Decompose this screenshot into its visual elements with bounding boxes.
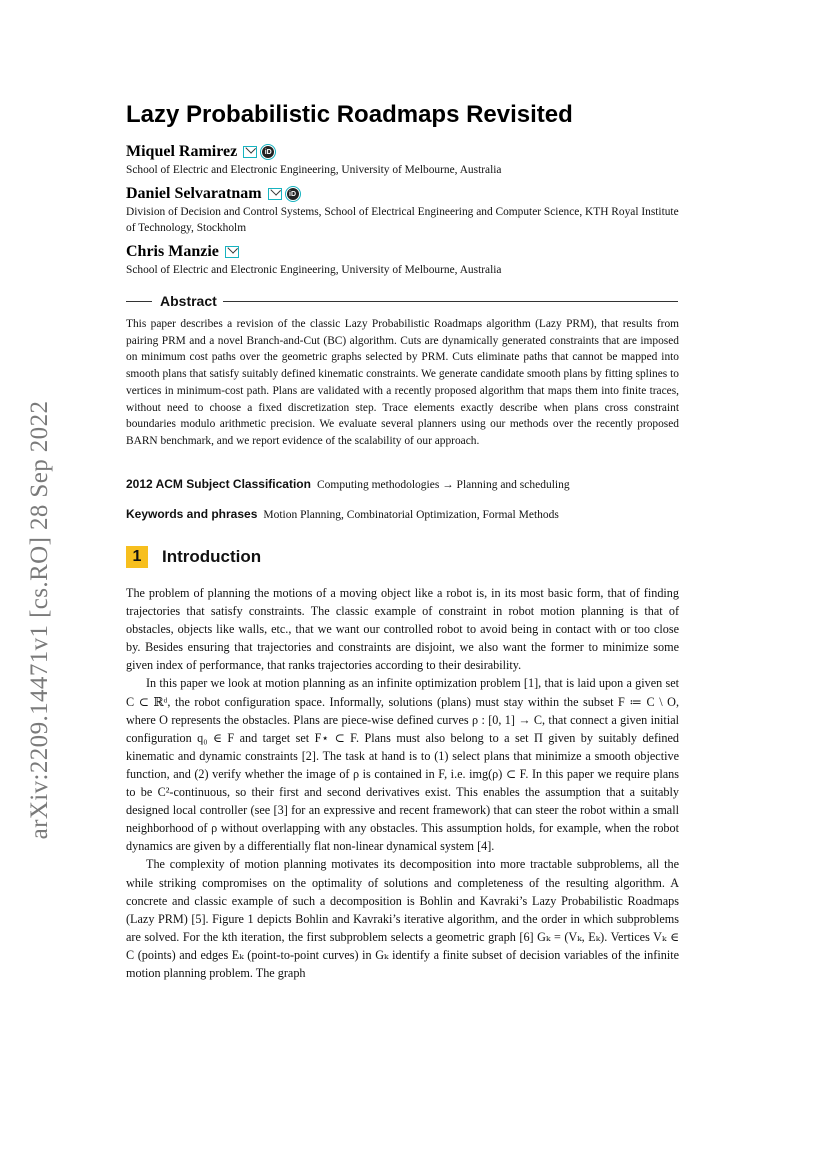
- author-affiliation: Division of Decision and Control Systems, School of Electrical Engineering and Computer Science, KTH Royal Institute of Technology, Stockholm: [126, 206, 679, 234]
- email-icon[interactable]: [243, 146, 257, 158]
- paragraph: The problem of planning the motions of a moving object like a robot is, in its most basic form, that of finding trajectories that satisfy constraints. The classic example of constraint in robot motion planning is that of obstacles, objects like walls, etc., that we want our controlled robot to avoid being in contact with or too close by. Besides ensuring that trajectories and constraints are disjoint, we also want the former to minimize some given index of performance, that ranks trajectories according to their desirability.: [126, 586, 679, 673]
- acm-label: 2012 ACM Subject Classification: [126, 477, 311, 491]
- keywords: [126, 507, 559, 521]
- keywords-label: Keywords and phrases: [126, 507, 258, 521]
- abstract-heading: [126, 292, 678, 310]
- section-heading: [126, 546, 261, 568]
- paragraph: The complexity of motion planning motivates its decomposition into more tractable subproblems, all the while striking compromises on the optimality of solutions and completeness of the resulting algorithm. A concrete and classic example of such a decomposition is Bohlin and Kavraki’s Lazy Probabilistic Roadmaps (Lazy PRM) [5]. Figure 1 depicts Bohlin and Kavraki’s iterative algorithm, and the order in which subproblems are solved. For the kth iteration, the first subproblem selects a geometric graph [6] Gₖ = (Vₖ, Eₖ). Vertices Vₖ ∈ C (points) and edges Eₖ (point-to-point curves) in Gₖ identify a finite subset of decision variables of the infinite motion planning problem. The graph: [126, 857, 679, 980]
- arxiv-side-label: arXiv:2209.14471v1 [cs.RO] 28 Sep 2022: [26, 400, 53, 840]
- author-name: Chris Manzie: [126, 243, 239, 261]
- paper-title: Lazy Probabilistic Roadmaps Revisited: [126, 101, 573, 128]
- keywords-value: Motion Planning, Combinatorial Optimization, Formal Methods: [263, 509, 559, 521]
- author-affiliation: School of Electric and Electronic Engineering, University of Melbourne, Australia: [126, 164, 502, 176]
- abstract-heading-label: Abstract: [160, 293, 217, 309]
- author-affiliation: School of Electric and Electronic Engineering, University of Melbourne, Australia: [126, 264, 502, 276]
- orcid-icon[interactable]: iD: [262, 146, 274, 158]
- email-icon[interactable]: [225, 246, 239, 258]
- body-text: [126, 584, 679, 982]
- divider: [126, 301, 152, 302]
- orcid-icon[interactable]: iD: [287, 188, 299, 200]
- section-number: 1: [126, 546, 148, 568]
- abstract-text: This paper describes a revision of the classic Lazy Probabilistic Roadmaps algorithm (Lazy PRM), that results from pairing PRM and a novel Branch-and-Cut (BC) algorithm. Cuts are dynamically generated constraints that are imposed on minimum cost paths over the geometric graphs selected by PRM. Cuts eliminate paths that cannot be mapped into smooth plans that satisfy suitably defined kinematic constraints. We generate candidate smooth plans by fitting splines to vertices in minimum-cost path. Plans are validated with a recently proposed algorithm that maps them into finite traces, without need to choose a fixed discretization step. Trace elements exactly describe when plans cross constraint boundaries modulo arithmetic precision. We evaluate several planners using our methods over the recently proposed BARN benchmark, and we report evidence of the scalability of our approach.: [126, 318, 679, 447]
- section-title: Introduction: [162, 547, 262, 566]
- paragraph: In this paper we look at motion planning as an infinite optimization problem [1], that is laid upon a given set C ⊂ ℝᵈ, the robot configuration space. Informally, solutions (plans) must stay within the subset F ≔ C \ O, where O represents the obstacles. Plans are piece-wise defined curves ρ : [0, 1] → C, that connect a given initial configuration q₀ ∈ F and target set F⋆ ⊂ F. Plans must also belong to a set Π given by suitably defined kinematic and dynamic constraints [2]. The task at hand is to (1) select plans that minimize a smooth objective function, and (2) verify whether the image of ρ is contained in F, i.e. img(ρ) ⊂ F. In this paper we require plans to be C²-continuous, so their first and second derivatives exist. This enables the assumption that a suitably designed local controller (see [3] for an expressive and recent framework) that can steer the robot within a small neighborhood of ρ without overlapping with any obstacles. This assumption holds, for example, when the robot dynamics are given by a differentially flat non-linear dynamical system [4].: [126, 676, 679, 854]
- email-icon[interactable]: [268, 188, 282, 200]
- acm-classification: [126, 477, 570, 491]
- acm-value: Computing methodologies → Planning and scheduling: [316, 479, 570, 491]
- author-name: Daniel Selvaratnam iD: [126, 185, 299, 203]
- author-name: Miquel Ramirez iD: [126, 143, 274, 161]
- divider: [223, 301, 678, 302]
